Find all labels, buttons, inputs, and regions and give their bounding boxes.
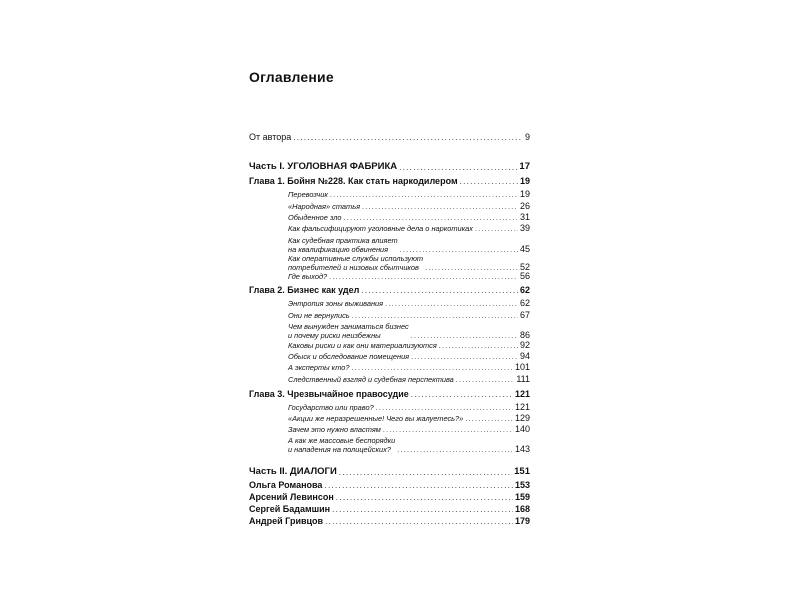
toc-entry-section[interactable]: Следственный взгляд и судебная перспектива ..... 111 bbox=[288, 374, 530, 384]
toc-entry-dialogue[interactable]: Ольга Романова ..... 153 bbox=[249, 480, 530, 490]
toc-entry-dialogue[interactable]: Андрей Гривцов ..... 179 bbox=[249, 516, 530, 526]
toc-entry-section[interactable]: Как оперативные службы используют потребителей и низовых сбытчиков ..... 52 bbox=[288, 254, 530, 272]
toc-entry-chapter-1[interactable]: Глава 1. Бойня №228. Как стать наркодилером ..... 19 bbox=[249, 176, 530, 186]
toc-entry-section[interactable]: Где выход? ..... 56 bbox=[288, 271, 530, 281]
toc-entry-section[interactable]: Перевозчик ..... 19 bbox=[288, 189, 530, 199]
toc-entry-section[interactable]: Как фальсифицируют уголовные дела о наркотиках ..... 39 bbox=[288, 223, 530, 233]
toc-entry-chapter-3[interactable]: Глава 3. Чрезвычайное правосудие ..... 121 bbox=[249, 389, 530, 399]
toc-entry-section[interactable]: Обыденное зло ..... 31 bbox=[288, 212, 530, 222]
page-title: Оглавление bbox=[249, 69, 334, 85]
toc-entry-chapter-2[interactable]: Глава 2. Бизнес как удел ..... 62 bbox=[249, 285, 530, 295]
toc-entry-section[interactable]: Они не вернулись ..... 67 bbox=[288, 310, 530, 320]
toc-entry-section[interactable]: Чем вынужден заниматься бизнес и почему риски неизбежны ..... 86 bbox=[288, 322, 530, 340]
toc-entry-section[interactable]: А как же массовые беспорядки и нападения на полицейских? ..... 143 bbox=[288, 436, 530, 454]
toc-entry-dialogue[interactable]: Сергей Бадамшин ..... 168 bbox=[249, 504, 530, 514]
toc-entry-section[interactable]: «Народная» статья ..... 26 bbox=[288, 201, 530, 211]
toc-entry-section[interactable]: Каковы риски и как они материализуются ..... 92 bbox=[288, 340, 530, 350]
toc-entry-section[interactable]: А эксперты кто? ..... 101 bbox=[288, 362, 530, 372]
toc-entry-preface[interactable]: От автора ..... 9 bbox=[249, 132, 530, 142]
toc-entry-section[interactable]: Как судебная практика влияет на квалификацию обвинения ..... 45 bbox=[288, 236, 530, 254]
toc-entry-section[interactable]: Энтропия зоны выживания ..... 62 bbox=[288, 298, 530, 308]
toc-entry-section[interactable]: Обыск и обследование помещения ..... 94 bbox=[288, 351, 530, 361]
toc-entry-section[interactable]: Государство или право? ..... 121 bbox=[288, 402, 530, 412]
toc-entry-dialogue[interactable]: Арсений Левинсон ..... 159 bbox=[249, 492, 530, 502]
toc-entry-section[interactable]: «Акции же неразрешенные! Чего вы жалуетесь?» ..... 129 bbox=[288, 413, 530, 423]
toc-entry-part-1[interactable]: Часть I. УГОЛОВНАЯ ФАБРИКА ..... 17 bbox=[249, 161, 530, 172]
toc-entry-section[interactable]: Зачем это нужно властям ..... 140 bbox=[288, 424, 530, 434]
toc-entry-part-2[interactable]: Часть II. ДИАЛОГИ ..... 151 bbox=[249, 466, 530, 477]
